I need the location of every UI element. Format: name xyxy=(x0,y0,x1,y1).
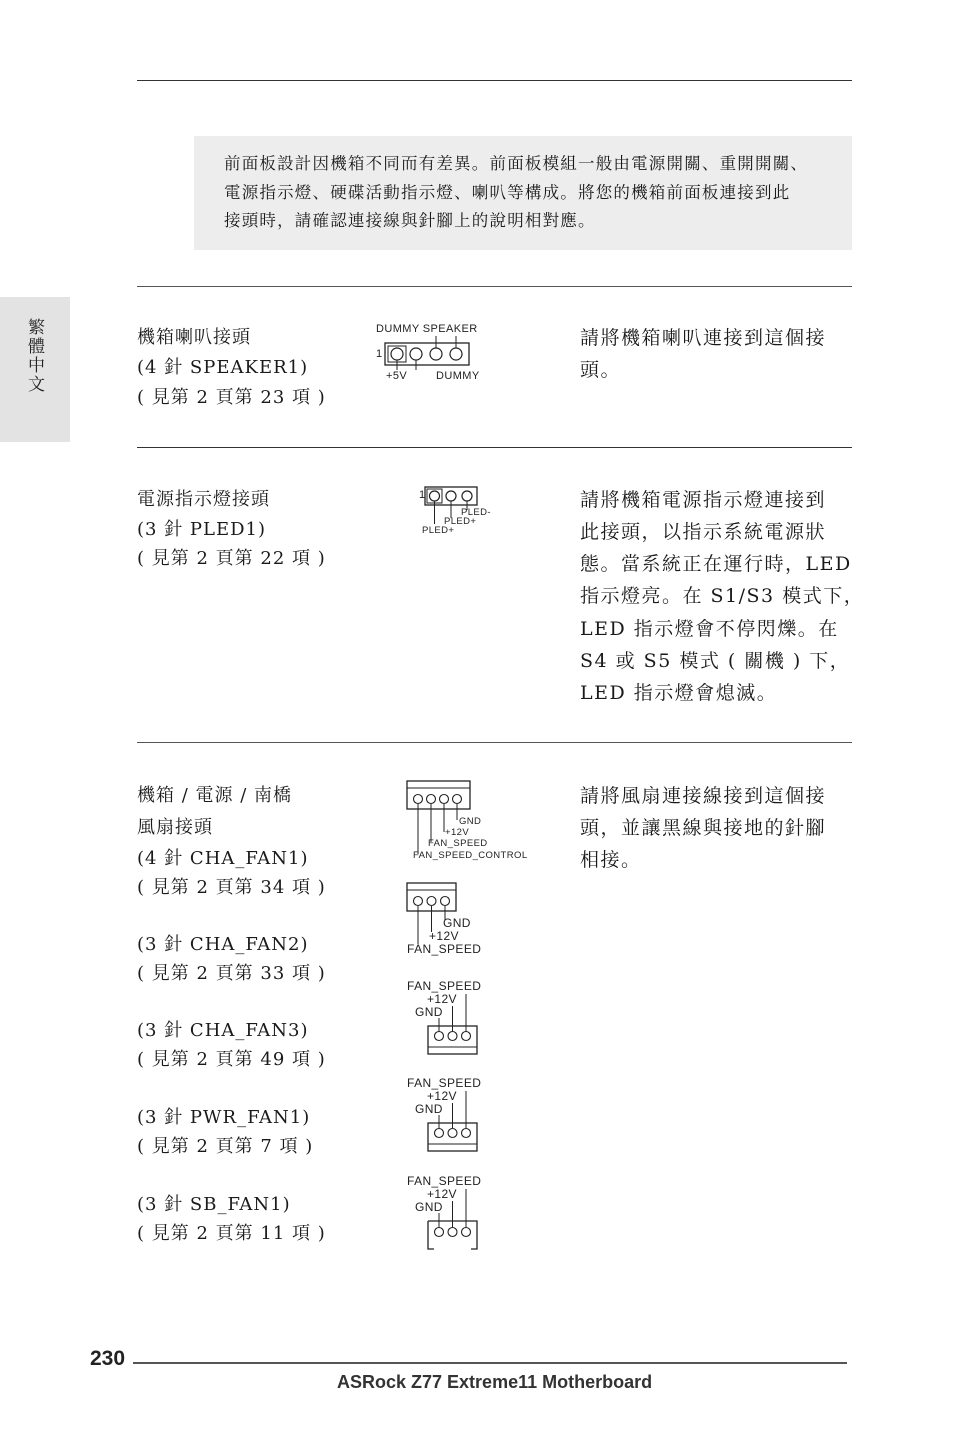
pled-pins: (3 針 PLED1) xyxy=(137,519,267,540)
pled-desc-5: LED 指示燈會不停閃爍。在 xyxy=(580,618,839,640)
cha-fan3-pins: (3 針 CHA_FAN3) xyxy=(137,1020,309,1041)
sb-fan1-pins: (3 針 SB_FAN1) xyxy=(137,1194,291,1215)
pwr-fan1-12v: +12V xyxy=(427,1089,457,1103)
pled-diagram-pled-plus-2: PLED+ xyxy=(422,525,455,536)
footer-title: ASRock Z77 Extreme11 Motherboard xyxy=(337,1372,653,1392)
cha-fan1-ref: ( 見第 2 頁第 34 項 ) xyxy=(137,877,326,898)
pwr-fan1-header-diagram xyxy=(427,1089,483,1155)
sb-fan1-ref: ( 見第 2 頁第 11 項 ) xyxy=(137,1223,326,1244)
cha-fan1-12v: +12V xyxy=(445,827,470,838)
cha-fan2-12v: +12V xyxy=(429,929,459,943)
top-rule xyxy=(137,80,852,81)
section-rule-2 xyxy=(137,447,852,448)
pled-desc-7: LED 指示燈會熄滅。 xyxy=(580,682,778,704)
cha-fan1-gnd: GND xyxy=(459,816,482,827)
pled-desc-2: 此接頭，以指示系統電源狀 xyxy=(580,521,827,543)
speaker-header-diagram xyxy=(384,342,474,368)
fan-desc-2: 頭，並讓黑線與接地的針腳 xyxy=(580,817,827,839)
pled-diagram-pled-plus-1: PLED+ xyxy=(444,516,477,527)
pled-diagram-pled-minus: PLED- xyxy=(461,507,491,518)
pwr-fan1-pins: (3 針 PWR_FAN1) xyxy=(137,1107,311,1128)
cha-fan3-ref: ( 見第 2 頁第 49 項 ) xyxy=(137,1049,326,1070)
pled-title: 電源指示燈接頭 xyxy=(137,489,270,510)
speaker-diagram-pin1: 1 xyxy=(376,348,383,360)
footer-rule xyxy=(133,1362,847,1364)
speaker-diagram-top: DUMMY SPEAKER xyxy=(376,323,478,335)
speaker-desc-2: 頭。 xyxy=(580,359,622,381)
speaker-ref: ( 見第 2 頁第 23 項 ) xyxy=(137,387,326,408)
pled-ref: ( 見第 2 頁第 22 項 ) xyxy=(137,548,326,569)
speaker-title: 機箱喇叭接頭 xyxy=(137,327,251,348)
pwr-fan1-ref: ( 見第 2 頁第 7 項 ) xyxy=(137,1136,314,1157)
fan-desc-1: 請將風扇連接線接到這個接 xyxy=(580,785,827,807)
sb-fan1-header-diagram xyxy=(427,1187,483,1253)
section-rule-1 xyxy=(137,286,852,287)
cha-fan1-speed: FAN_SPEED xyxy=(428,838,488,849)
sb-fan1-gnd: GND xyxy=(415,1200,443,1214)
fan-title: 機箱 / 電源 / 南橋 xyxy=(137,785,293,806)
section-rule-3 xyxy=(137,742,852,743)
cha-fan3-gnd: GND xyxy=(415,1005,443,1019)
cha-fan2-speed: FAN_SPEED xyxy=(407,942,482,956)
pwr-fan1-speed: FAN_SPEED xyxy=(407,1076,482,1090)
cha-fan2-pins: (3 針 CHA_FAN2) xyxy=(137,934,309,955)
intro-line-1: 前面板設計因機箱不同而有差異。前面板模組一般由電源開關、重開開關、 xyxy=(224,154,809,173)
cha-fan2-gnd: GND xyxy=(443,916,471,930)
sb-fan1-speed: FAN_SPEED xyxy=(407,1174,482,1188)
pled-desc-3: 態。當系統正在運行時，LED xyxy=(580,553,852,575)
speaker-diagram-5v: +5V xyxy=(386,370,408,382)
language-tab-label: 繁體中文 xyxy=(24,318,44,394)
speaker-desc-1: 請將機箱喇叭連接到這個接 xyxy=(580,327,827,349)
fan-desc-3: 相接。 xyxy=(580,849,642,871)
fan-title-2: 風扇接頭 xyxy=(137,817,213,838)
pwr-fan1-gnd: GND xyxy=(415,1102,443,1116)
speaker-diagram-dummy: DUMMY xyxy=(436,370,480,382)
cha-fan1-pins: (4 針 CHA_FAN1) xyxy=(137,848,309,869)
cha-fan2-ref: ( 見第 2 頁第 33 項 ) xyxy=(137,963,326,984)
cha-fan3-12v: +12V xyxy=(427,992,457,1006)
pled-desc-6: S4 或 S5 模式 ( 關機 ) 下， xyxy=(580,650,851,672)
pled-diagram-pin1: 1 xyxy=(419,489,426,501)
page-number: 230 xyxy=(90,1347,126,1370)
pled-desc-4: 指示燈亮。在 S1/S3 模式下， xyxy=(580,585,865,607)
speaker-pins: (4 針 SPEAKER1) xyxy=(137,357,309,378)
sb-fan1-12v: +12V xyxy=(427,1187,457,1201)
intro-line-3: 接頭時，請確認連接線與針腳上的說明相對應。 xyxy=(224,211,596,230)
cha-fan3-speed: FAN_SPEED xyxy=(407,979,482,993)
intro-line-2: 電源指示燈、硬碟活動指示燈、喇叭等構成。將您的機箱前面板連接到此 xyxy=(224,183,791,202)
cha-fan1-control: FAN_SPEED_CONTROL xyxy=(413,850,528,861)
cha-fan3-header-diagram xyxy=(427,992,483,1058)
pled-desc-1: 請將機箱電源指示燈連接到 xyxy=(580,489,827,511)
